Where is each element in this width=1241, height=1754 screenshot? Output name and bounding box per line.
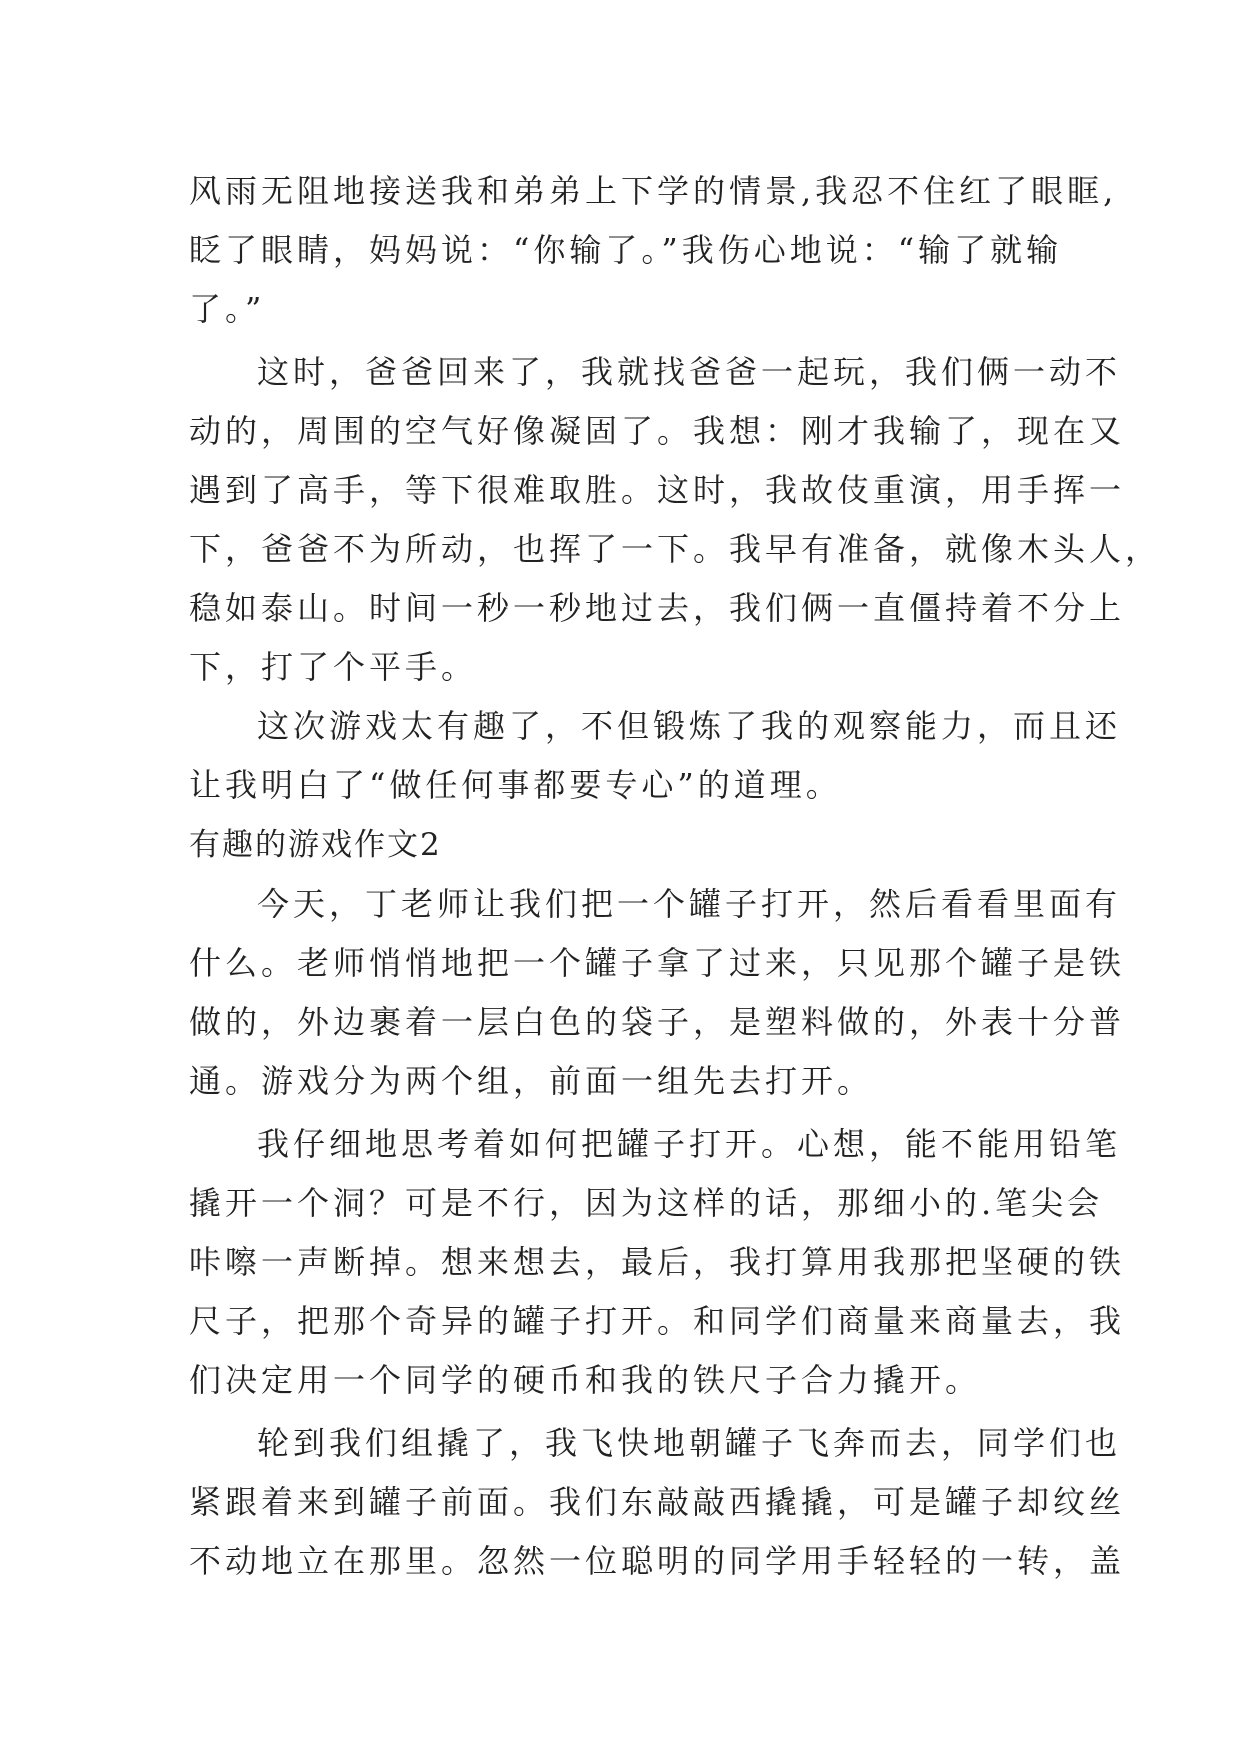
text-line: 轮到我们组撬了，我飞快地朝罐子飞奔而去，同学们也 [257,1424,1122,1462]
paragraph [189,1414,1126,1591]
paragraph [189,1115,1126,1410]
text-line: 我仔细地思考着如何把罐子打开。心想，能不能用铅笔 [257,1125,1122,1163]
text-line: 动的，周围的空气好像凝固了。我想：刚才我输了，现在又 [189,412,1126,450]
text-line: 咔嚓一声断掉。想来想去，最后，我打算用我那把坚硬的铁 [189,1243,1126,1281]
section-heading: 有趣的游戏作文2 [189,827,442,863]
paragraph [189,697,1122,815]
text-line: 了。” [189,290,266,328]
text-line: 不动地立在那里。忽然一位聪明的同学用手轻轻的一转，盖 [189,1542,1126,1580]
text-line: 稳如泰山。时间一秒一秒地过去，我们俩一直僵持着不分上 [189,589,1126,627]
text-line: 尺子，把那个奇异的罐子打开。和同学们商量来商量去，我 [189,1302,1126,1340]
text-line: 撬开一个洞？可是不行，因为这样的话，那细小的.笔尖会 [189,1184,1104,1222]
paragraph [189,875,1126,1111]
text-line: 遇到了高手，等下很难取胜。这时，我故伎重演，用手挥一 [189,471,1126,509]
text-line: 们决定用一个同学的硬币和我的铁尺子合力撬开。 [189,1361,982,1399]
text-line: 这时，爸爸回来了，我就找爸爸一起玩，我们俩一动不 [257,353,1122,391]
text-line: 下，爸爸不为所动，也挥了一下。我早有准备，就像木头人， [189,530,1162,568]
text-line: 做的，外边裹着一层白色的袋子，是塑料做的，外表十分普 [189,1003,1126,1041]
text-line: 通。游戏分为两个组，前面一组先去打开。 [189,1062,874,1100]
text-line: 紧跟着来到罐子前面。我们东敲敲西撬撬，可是罐子却纹丝 [189,1483,1126,1521]
text-line: 下，打了个平手。 [189,648,478,686]
text-line: 风雨无阻地接送我和弟弟上下学的情景,我忍不住红了眼眶, [189,172,1118,210]
document-body [189,162,1162,1591]
text-line: 这次游戏太有趣了，不但锻炼了我的观察能力，而且还 [257,707,1122,745]
text-line: 眨了眼睛，妈妈说：“你输了。”我伤心地说：“输了就输 [189,231,1063,269]
text-line: 今天，丁老师让我们把一个罐子打开，然后看看里面有 [257,885,1122,923]
paragraph [189,343,1162,697]
text-line: 让我明白了“做任何事都要专心”的道理。 [189,766,842,804]
paragraph-continued [189,162,1118,339]
text-line: 什么。老师悄悄地把一个罐子拿了过来，只见那个罐子是铁 [189,944,1126,982]
